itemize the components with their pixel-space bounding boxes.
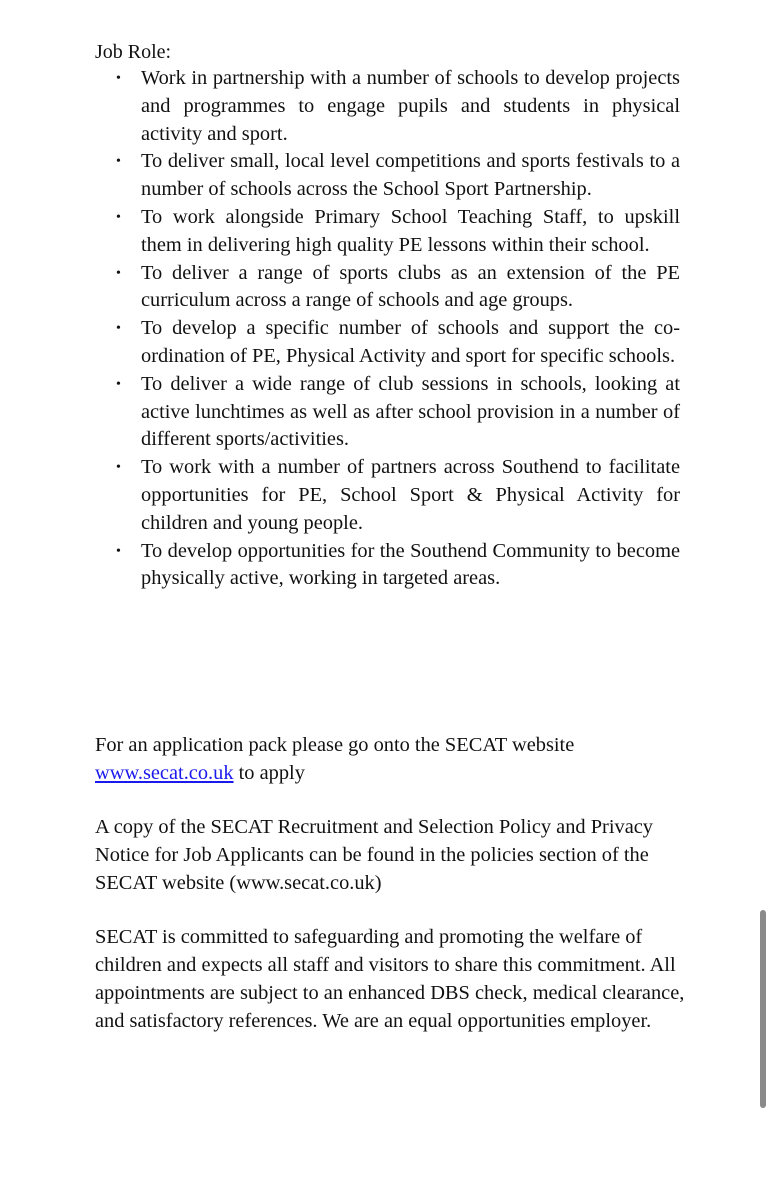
bullet-icon: •: [116, 543, 121, 559]
list-item: [113, 204, 680, 260]
vertical-scrollbar[interactable]: [760, 910, 766, 1108]
job-role-heading: Job Role:: [95, 41, 172, 63]
policy-paragraph: A copy of the SECAT Recruitment and Selection Policy and Privacy Notice for Job Applicants can be found in the policies section of the SECAT website (www.secat.co.uk): [95, 816, 654, 894]
application-intro: For an application pack please go onto the SECAT website: [95, 734, 575, 756]
list-item-text: To work alongside Primary School Teaching Staff, to upskill them in delivering high quality PE lessons within their school.: [141, 205, 680, 256]
list-item: [113, 148, 680, 204]
list-item: [113, 65, 680, 148]
list-item-text: To develop opportunities for the Southend Community to become physically active, working in targeted areas.: [141, 539, 680, 590]
bullet-icon: •: [116, 321, 121, 337]
list-item-text: To deliver small, local level competitions and sports festivals to a number of schools across the School Sport Partnership.: [141, 150, 680, 201]
secat-website-link[interactable]: www.secat.co.uk: [95, 762, 234, 784]
list-item-text: To develop a specific number of schools and support the co-ordination of PE, Physical Activity and sport for specific schools.: [141, 317, 680, 367]
list-item-text: To deliver a wide range of club sessions in schools, looking at active lunchtimes as well as after school provision in a number of different sports/activities.: [141, 372, 680, 451]
bullet-icon: •: [116, 209, 121, 225]
list-item-text: To deliver a range of sports clubs as an extension of the PE curriculum across a range of schools and age groups.: [141, 261, 680, 312]
list-item-text: To work with a number of partners across Southend to facilitate opportunities for PE, School Sport & Physical Activity for children and young people.: [141, 456, 680, 534]
list-item: [113, 260, 680, 316]
bullet-icon: •: [116, 154, 121, 170]
bullet-icon: •: [116, 265, 121, 281]
list-item-text: Work in partnership with a number of schools to develop projects and programmes to engage pupils and students in physical activity and sport.: [141, 67, 680, 145]
list-item: [113, 538, 680, 594]
list-item: [113, 371, 680, 454]
bullet-icon: •: [116, 71, 121, 86]
safeguarding-paragraph: SECAT is committed to safeguarding and promoting the welfare of children and expects all staff and visitors to share this commitment. All appointments are subject to an enhanced DBS check, medical clearance, and satisfactory references. We are an equal opportunities employer.: [95, 926, 685, 1032]
bullet-icon: •: [116, 376, 121, 392]
bullet-icon: •: [116, 460, 121, 476]
application-paragraph: [95, 731, 695, 787]
job-role-list: [113, 65, 680, 593]
application-outro: to apply: [233, 762, 305, 784]
list-item: [113, 454, 680, 537]
list-item: [113, 315, 680, 371]
